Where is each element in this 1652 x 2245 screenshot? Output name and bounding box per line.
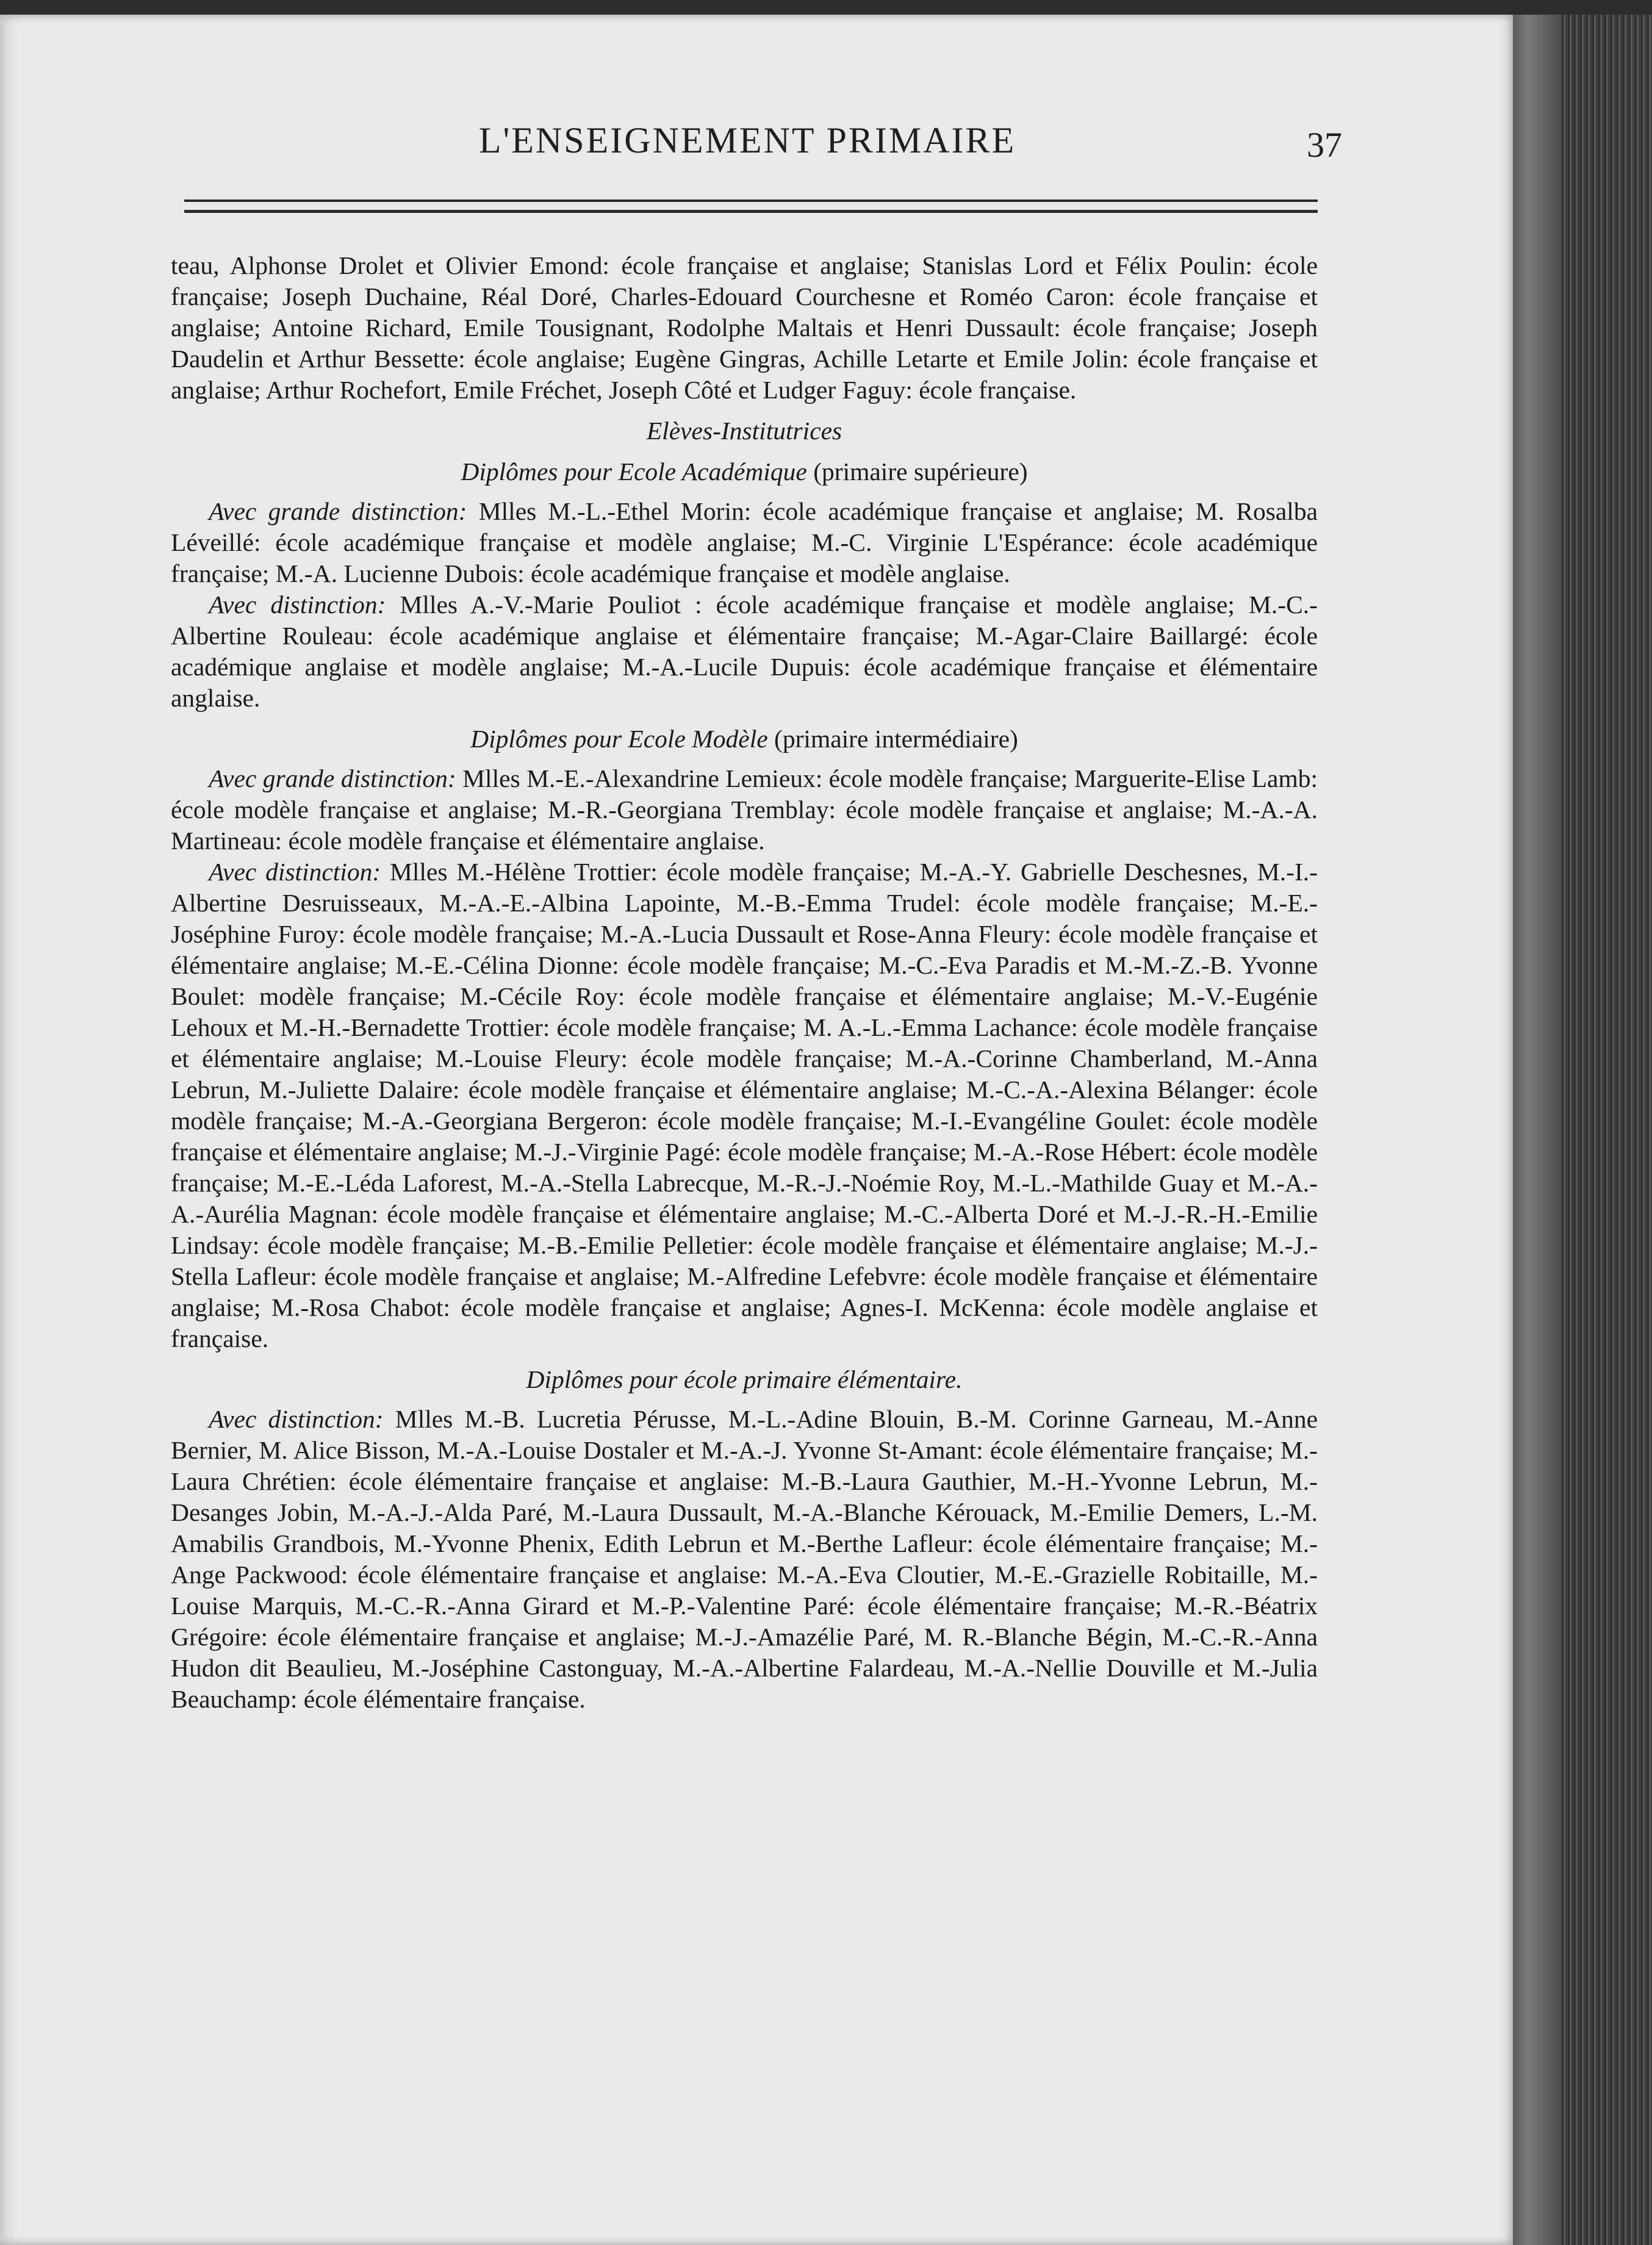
lead-elementaire-distinction: Avec distinction:: [209, 1405, 384, 1433]
header-rule-thick: [184, 210, 1318, 213]
paragraph-modele-grande-distinction: [171, 763, 1318, 857]
header-rule-thin: [184, 199, 1318, 202]
page-number: 37: [1307, 125, 1342, 165]
running-title: L'ENSEIGNEMENT PRIMAIRE: [478, 120, 1016, 160]
text-modele-grande: Mlles M.-E.-Alexandrine Lemieux: école modèle française; Marguerite-Elise Lamb: école modèle française et anglaise; M.-R.-Georgiana Tremblay: école modèle française et anglaise; M.-A.-A. Martineau: école modèle française et élémentaire anglaise.: [171, 764, 1318, 855]
heading-academique-plain: (primaire supérieure): [813, 458, 1028, 486]
lead-academique-grande: Avec grande distinction:: [209, 497, 467, 525]
paragraph-academique-grande-distinction: [171, 496, 1318, 589]
lead-modele-distinction: Avec distinction:: [209, 858, 381, 886]
text-elementaire-distinction: Mlles M.-B. Lucretia Pérusse, M.-L.-Adine Blouin, B.-M. Corinne Garneau, M.-Anne Bernier, M. Alice Bisson, M.-A.-Louise Dostaler et M.-A.-J. Yvonne St-Amant: école élémentaire française; M.-Laura Chrétien: école élémentaire française et anglaise: M.-B.-Laura Gauthier, M.-H.-Yvonne Lebrun, M.-Desanges Jobin, M.-A.-J.-Alda Paré, M.-Laura Dussault, M.-A.-Blanche Kérouack, M.-Emilie Demers, L.-M. Amabilis Grandbois, M.-Yvonne Phenix, Edith Lebrun et M.-Berthe Lafleur: école élémentaire française; M.-Ange Packwood: école élémentaire française et anglaise: M.-A.-Eva Cloutier, M.-E.-Grazielle Robitaille, M.-Louise Marquis, M.-C.-R.-Anna Girard et M.-P.-Valentine Paré: école élémentaire française; M.-R.-Béatrix Grégoire: école élémentaire française et anglaise; M.-J.-Amazélie Paré, M. R.-Blanche Bégin, M.-C.-R.-Anna Hudon dit Beaulieu, M.-Joséphine Castonguay, M.-A.-Albertine Falardeau, M.-A.-Nellie Douville et M.-Julia Beauchamp: école élémentaire française.: [171, 1405, 1318, 1713]
page-body: [171, 250, 1318, 1715]
heading-modele-plain: (primaire intermédiaire): [774, 725, 1018, 753]
scan-frame-top: [0, 0, 1652, 15]
heading-eleves-institutrices: Elèves-Institutrices: [646, 417, 842, 445]
book-spine: [1513, 15, 1562, 2245]
heading-modele-italic: Diplômes pour Ecole Modèle: [470, 725, 768, 753]
paragraph-elementaire-distinction: [171, 1404, 1318, 1715]
heading-academique: [171, 456, 1318, 487]
text-academique-grande: Mlles M.-L.-Ethel Morin: école académique française et anglaise; M. Rosalba Léveillé: école académique française et modèle anglaise; M.-C. Virginie L'Espérance: école académique française; M.-A. Lucienne Dubois: école académique française et modèle anglaise.: [171, 497, 1318, 587]
text-academique-distinction: Mlles A.-V.-Marie Pouliot : école académique française et modèle anglaise; M.-C.-Albertine Rouleau: école académique anglaise et élémentaire française; M.-Agar-Claire Baillargé: école académique anglaise et modèle anglaise; M.-A.-Lucile Dupuis: école académique française et élémentaire anglaise.: [171, 591, 1318, 712]
book-page-edges: [1562, 15, 1652, 2245]
paragraph-modele-distinction: [171, 857, 1318, 1354]
lead-modele-grande: Avec grande distinction:: [209, 764, 456, 792]
heading-elementaire: Diplômes pour école primaire élémentaire.: [526, 1365, 963, 1393]
continued-paragraph: teau, Alphonse Drolet et Olivier Emond: école française et anglaise; Stanislas Lord et Félix Poulin: école française; Joseph Duchaine, Réal Doré, Charles-Edouard Courchesne et Roméo Caron: école française et anglaise; Antoine Richard, Emile Tousignant, Rodolphe Maltais et Henri Dussault: école française; Joseph Daudelin et Arthur Bessette: école anglaise; Eugène Gingras, Achille Letarte et Emile Jolin: école française et anglaise; Arthur Rochefort, Emile Fréchet, Joseph Côté et Ludger Faguy: école française.: [171, 251, 1318, 404]
text-modele-distinction: Mlles M.-Hélène Trottier: école modèle française; M.-A.-Y. Gabrielle Deschesnes, M.-I.-Albertine Desruisseaux, M.-A.-E.-Albina Lapointe, M.-B.-Emma Trudel: école modèle française; M.-E.-Joséphine Furoy: école modèle française; M.-A.-Lucia Dussault et Rose-Anna Fleury: école modèle française et élémentaire anglaise; M.-E.-Célina Dionne: école modèle française; M.-C.-Eva Paradis et M.-M.-Z.-B. Yvonne Boulet: modèle française; M.-Cécile Roy: école modèle française et élémentaire anglaise; M.-V.-Eugénie Lehoux et M.-H.-Bernadette Trottier: école modèle française; M. A.-L.-Emma Lachance: école modèle française et élémentaire anglaise; M.-Louise Fleury: école modèle française; M.-A.-Corinne Chamberland, M.-Anna Lebrun, M.-Juliette Dalaire: école modèle française et élémentaire anglaise; M.-C.-A.-Alexina Bélanger: école modèle française; M.-A.-Georgiana Bergeron: école modèle française; M.-I.-Evangéline Goulet: école modèle française et élémentaire anglaise; M.-J.-Virginie Pagé: école modèle française; M.-A.-Rose Hébert: école modèle française; M.-E.-Léda Laforest, M.-A.-Stella Labrecque, M.-R.-J.-Noémie Roy, M.-L.-Mathilde Guay et M.-A.-A.-Aurélia Magnan: école modèle française et élémentaire anglaise; M.-C.-Alberta Doré et M.-J.-R.-H.-Emilie Lindsay: école modèle française; M.-B.-Emilie Pelletier: école modèle française et élémentaire anglaise; M.-J.-Stella Lafleur: école modèle française et anglaise; M.-Alfredine Lefebvre: école modèle française et élémentaire anglaise; M.-Rosa Chabot: école modèle française et anglaise; Agnes-I. McKenna: école modèle anglaise et française.: [171, 858, 1318, 1352]
paragraph-academique-distinction: [171, 589, 1318, 714]
heading-academique-italic: Diplômes pour Ecole Académique: [461, 458, 807, 486]
heading-modele: [171, 724, 1318, 755]
lead-academique-distinction: Avec distinction:: [209, 591, 386, 619]
